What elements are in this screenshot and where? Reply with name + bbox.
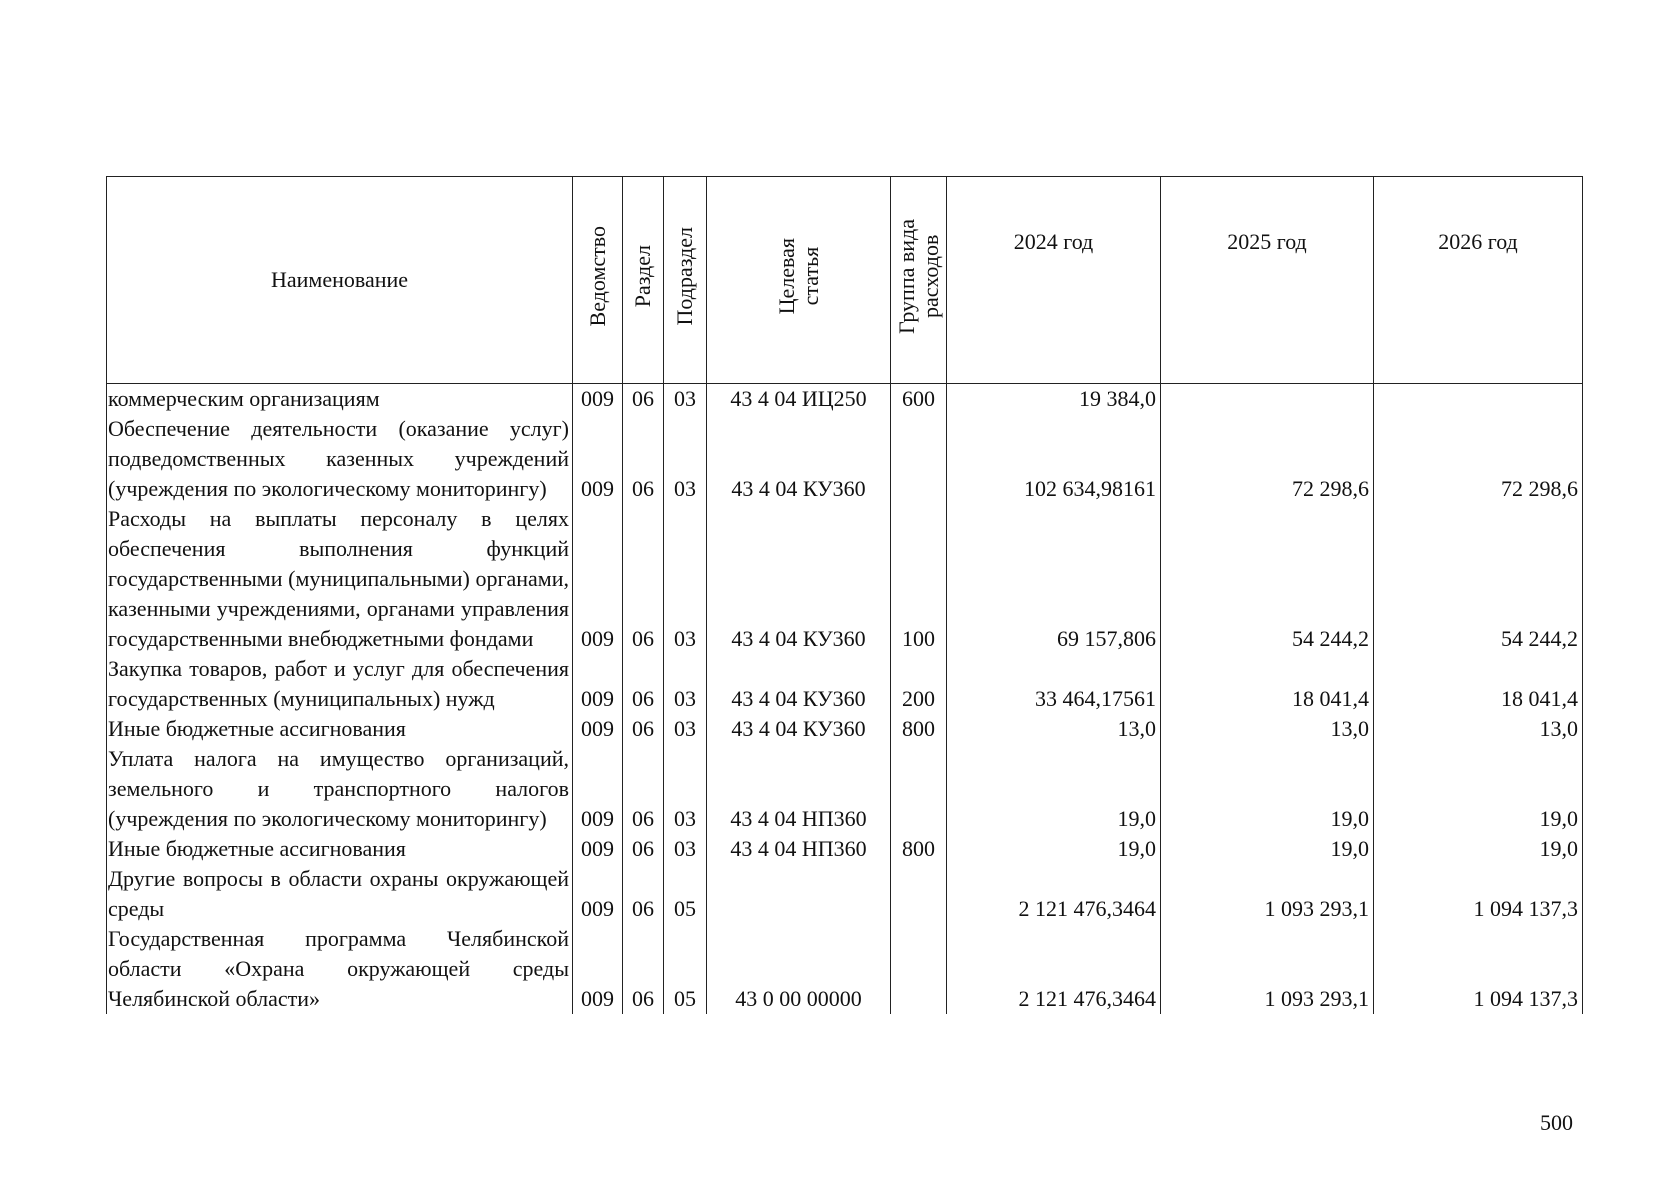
row-name: Другие вопросы в области охраны окружающей среды	[107, 864, 573, 924]
table-body	[107, 384, 1583, 1015]
header-expense-group	[891, 177, 947, 384]
row-subsection: 03	[664, 654, 707, 714]
row-department: 009	[573, 744, 623, 834]
row-amount-2026: 18 041,4	[1374, 654, 1583, 714]
row-section: 06	[623, 834, 664, 864]
table-row	[107, 504, 1583, 654]
row-department: 009	[573, 924, 623, 1014]
row-amount-2026: 13,0	[1374, 714, 1583, 744]
row-subsection: 03	[664, 744, 707, 834]
row-section: 06	[623, 384, 664, 415]
row-expense-group: 800	[891, 834, 947, 864]
row-target-item: 43 0 00 00000	[707, 924, 891, 1014]
row-department: 009	[573, 864, 623, 924]
row-section: 06	[623, 864, 664, 924]
row-subsection: 03	[664, 714, 707, 744]
header-2024: 2024 год	[947, 177, 1161, 384]
row-amount-2024: 19 384,0	[947, 384, 1161, 415]
row-amount-2026: 1 094 137,3	[1374, 864, 1583, 924]
row-expense-group: 800	[891, 714, 947, 744]
page-number: 500	[1540, 1110, 1573, 1135]
row-department: 009	[573, 504, 623, 654]
row-subsection: 05	[664, 924, 707, 1014]
row-target-item: 43 4 04 ИЦ250	[707, 384, 891, 415]
row-target-item: 43 4 04 НП360	[707, 834, 891, 864]
row-name: Закупка товаров, работ и услуг для обеспечения государственных (муниципальных) нужд	[107, 654, 573, 714]
row-name: Иные бюджетные ассигнования	[107, 714, 573, 744]
row-subsection: 03	[664, 384, 707, 415]
header-department	[573, 177, 623, 384]
row-amount-2025: 19,0	[1161, 744, 1374, 834]
row-section: 06	[623, 414, 664, 504]
row-name: Иные бюджетные ассигнования	[107, 834, 573, 864]
table-header-row	[107, 177, 1583, 384]
table-row	[107, 654, 1583, 714]
table-row	[107, 864, 1583, 924]
row-expense-group	[891, 864, 947, 924]
row-subsection: 03	[664, 504, 707, 654]
row-target-item: 43 4 04 КУ360	[707, 654, 891, 714]
row-subsection: 03	[664, 834, 707, 864]
row-target-item: 43 4 04 КУ360	[707, 414, 891, 504]
table-row	[107, 924, 1583, 1014]
row-amount-2025: 72 298,6	[1161, 414, 1374, 504]
header-section	[623, 177, 664, 384]
row-target-item: 43 4 04 НП360	[707, 744, 891, 834]
row-target-item	[707, 864, 891, 924]
row-section: 06	[623, 714, 664, 744]
row-subsection: 03	[664, 414, 707, 504]
header-name: Наименование	[107, 177, 573, 384]
row-section: 06	[623, 504, 664, 654]
row-section: 06	[623, 654, 664, 714]
row-amount-2024: 13,0	[947, 714, 1161, 744]
header-2026: 2026 год	[1374, 177, 1583, 384]
row-name: Уплата налога на имущество организаций, земельного и транспортного налогов (учреждения по экологическому мониторингу)	[107, 744, 573, 834]
row-amount-2024: 19,0	[947, 744, 1161, 834]
row-amount-2026	[1374, 384, 1583, 415]
header-subsection	[664, 177, 707, 384]
row-amount-2025: 13,0	[1161, 714, 1374, 744]
header-2025: 2025 год	[1161, 177, 1374, 384]
row-amount-2026: 1 094 137,3	[1374, 924, 1583, 1014]
row-department: 009	[573, 714, 623, 744]
row-target-item: 43 4 04 КУ360	[707, 714, 891, 744]
row-expense-group	[891, 414, 947, 504]
header-target-item	[707, 177, 891, 384]
row-amount-2024: 33 464,17561	[947, 654, 1161, 714]
row-amount-2026: 19,0	[1374, 744, 1583, 834]
budget-table	[106, 176, 1583, 1014]
row-amount-2024: 19,0	[947, 834, 1161, 864]
row-expense-group	[891, 924, 947, 1014]
row-department: 009	[573, 654, 623, 714]
row-department: 009	[573, 834, 623, 864]
row-name: Государственная программа Челябинской области «Охрана окружающей среды Челябинской области»	[107, 924, 573, 1014]
row-name: Обеспечение деятельности (оказание услуг) подведомственных казенных учреждений (учреждения по экологическому мониторингу)	[107, 414, 573, 504]
row-amount-2026: 54 244,2	[1374, 504, 1583, 654]
row-name: Расходы на выплаты персоналу в целях обеспечения выполнения функций государственными (муниципальными) органами, казенными учреждениями, органами управления государственными внебюджетными фондами	[107, 504, 573, 654]
table-row	[107, 714, 1583, 744]
row-name: коммерческим организациям	[107, 384, 573, 415]
table-row	[107, 384, 1583, 415]
row-expense-group: 200	[891, 654, 947, 714]
row-amount-2024: 69 157,806	[947, 504, 1161, 654]
row-subsection: 05	[664, 864, 707, 924]
row-expense-group: 600	[891, 384, 947, 415]
header-subsection-label: Подраздел	[672, 226, 697, 326]
table-row	[107, 744, 1583, 834]
row-target-item: 43 4 04 КУ360	[707, 504, 891, 654]
row-amount-2024: 2 121 476,3464	[947, 864, 1161, 924]
row-amount-2026: 19,0	[1374, 834, 1583, 864]
row-amount-2024: 2 121 476,3464	[947, 924, 1161, 1014]
row-expense-group	[891, 744, 947, 834]
table-row	[107, 414, 1583, 504]
row-amount-2025: 18 041,4	[1161, 654, 1374, 714]
row-amount-2025	[1161, 384, 1374, 415]
row-amount-2025: 19,0	[1161, 834, 1374, 864]
row-amount-2025: 1 093 293,1	[1161, 924, 1374, 1014]
row-section: 06	[623, 744, 664, 834]
header-target-item-label: Целевая статья	[773, 237, 823, 315]
row-amount-2026: 72 298,6	[1374, 414, 1583, 504]
header-section-label: Раздел	[630, 244, 655, 308]
row-expense-group: 100	[891, 504, 947, 654]
table-row	[107, 834, 1583, 864]
row-amount-2025: 1 093 293,1	[1161, 864, 1374, 924]
header-expense-group-label: Группа вида расходов	[893, 218, 943, 334]
row-amount-2025: 54 244,2	[1161, 504, 1374, 654]
header-department-label: Ведомство	[584, 225, 610, 327]
row-department: 009	[573, 384, 623, 415]
row-amount-2024: 102 634,98161	[947, 414, 1161, 504]
row-section: 06	[623, 924, 664, 1014]
row-department: 009	[573, 414, 623, 504]
